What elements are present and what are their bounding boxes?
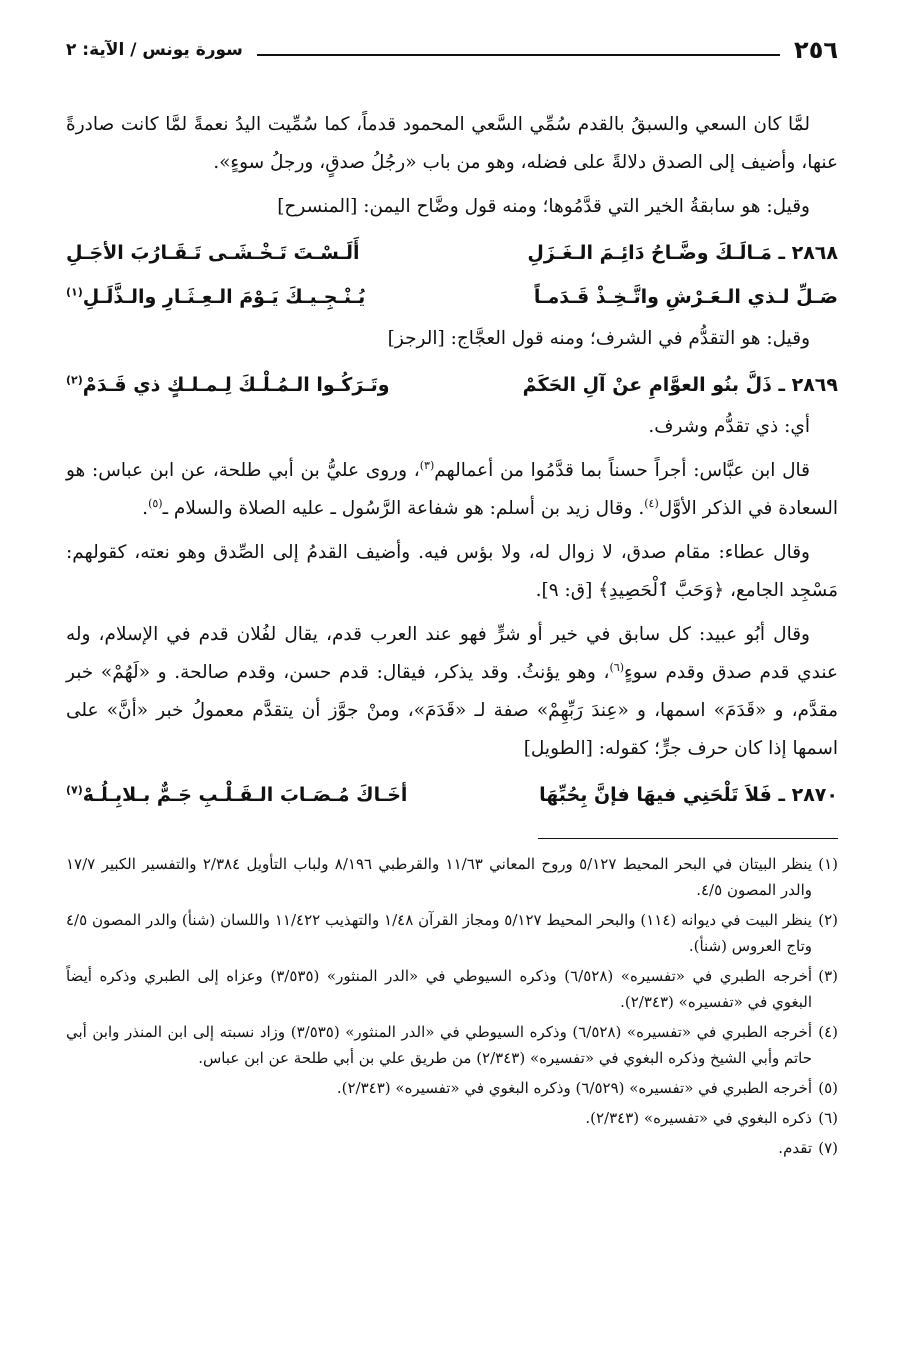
footnote-ref: (٥) xyxy=(148,496,163,510)
footnote-number: (٤) xyxy=(818,1023,838,1041)
paragraph-text: . xyxy=(142,498,149,519)
footnote-ref: (٧) xyxy=(66,783,83,797)
verse-line xyxy=(66,364,838,406)
footnote xyxy=(66,1135,838,1161)
page-header xyxy=(66,30,838,70)
paragraph: لمَّا كان السعي والسبقُ بالقدم سُمِّي السَّعي المحمود قدماً، كما سُمِّيت اليدُ نعمةً لمَّا كانت صادرةً عنها، وأضيف إلى الصدق دلالةً على فضله، وهو من باب «رجُلُ صدقٍ، ورجلُ سوءٍ». xyxy=(66,114,838,173)
footnote-text: تقدم. xyxy=(778,1139,812,1157)
paragraph: وقيل: هو التقدُّم في الشرف؛ ومنه قول العجَّاج: [الرجز] xyxy=(387,328,810,349)
verse-line xyxy=(66,276,838,318)
verse-hemistich: ٢٨٦٩ ـ ذَلَّ بنُو العوَّامِ عنْ آلِ الحَكَمْ xyxy=(522,374,838,396)
verse-line xyxy=(66,774,838,816)
footnote-text: أخرجه الطبري في «تفسيره» (٦/٥٢٨) وذكره السيوطي في «الدر المنثور» (٣/٥٣٥) وعزاه إلى الطبري وذكره أيضاً البغوي في «تفسيره» (٢/٣٤٣). xyxy=(66,967,813,1011)
paragraph-text: ، وروى عليُّ بن أبي طلحة، عن ابن عباس: هو السعادة في الذكر الأوَّل xyxy=(66,460,838,519)
footnote-text: ذكره البغوي في «تفسيره» (٢/٣٤٣). xyxy=(585,1109,812,1127)
paragraph-text: وقال أبُو عبيد: كل سابق في خير أو شرٍّ فهو عند العرب قدم، يقال لفُلان قدم في الإسلام، وله عندي قدم صدق وقدم سوءٍ xyxy=(66,624,838,683)
verse-hemistich: ٢٨٦٨ ـ مَـالَـكَ وضَّـاحُ دَائِـمَ الـغَـزَلِ xyxy=(527,242,838,264)
footnote xyxy=(66,963,838,1015)
verse-hemistich xyxy=(66,774,407,816)
footnote xyxy=(66,1105,838,1131)
verse-hemistich: أَلَـسْـتَ تَـخْـشَـى تَـقَـارُبَ الأجَـلِ xyxy=(66,242,360,264)
paragraph: وقيل: هو سابقةُ الخير التي قدَّمُوها؛ ومنه قول وضَّاح اليمن: [المنسرح] xyxy=(277,196,810,217)
page xyxy=(66,30,838,1165)
footnote xyxy=(66,907,838,959)
footnote-text: أخرجه الطبري في «تفسيره» (٦/٥٢٨) وذكره السيوطي في «الدر المنثور» (٣/٥٣٥) وزاد نسبته إلى ابن المنذر وابن أبي حاتم وأبي الشيخ وذكره البغوي في «تفسيره» (٢/٣٤٣) من طريق علي بن أبي طلحة عن ابن عباس. xyxy=(66,1023,813,1067)
footnote-text: أخرجه الطبري في «تفسيره» (٦/٥٢٩) وذكره البغوي في «تفسيره» (٢/٣٤٣). xyxy=(336,1079,812,1097)
verse-hemistich: صَـلِّ لـذي الـعَـرْشِ واتَّـخِـذْ قَـدَمـاً xyxy=(533,286,838,308)
footnote-separator xyxy=(538,838,838,839)
paragraph xyxy=(66,452,838,528)
verse-text: وتَـرَكُـوا الـمُـلْـكَ لِـمـلـكٍ ذي قَـدَمْ xyxy=(82,374,390,396)
paragraph-text: ، وهو يؤنثُ. وقد يذكر، فيقال: قدم حسن، وقدم صالحة. و «لَهُمْ» خبر مقدَّم، و «قَدَمَ» اسمها، و «عِندَ رَبِّهِمْ» صفة لـ «قَدَمَ»، ومنْ جوَّز أن يتقدَّم معمولُ خبر «أنَّ» على اسمها إذا كان حرف جرٍّ؛ كقوله: [الطويل] xyxy=(66,662,838,759)
footnote-ref: (٦) xyxy=(609,660,625,674)
footnote-ref: (١) xyxy=(66,285,83,299)
footnote-ref: (٢) xyxy=(66,373,83,387)
paragraph-text: . وقال زيد بن أسلم: هو شفاعة الرَّسُول ـ عليه الصلاة والسلام ـ xyxy=(162,498,645,519)
running-title: سورة يونس / الآية: ٢ xyxy=(66,40,243,60)
footnotes xyxy=(66,851,838,1161)
footnote-number: (٢) xyxy=(818,911,838,929)
footnote xyxy=(66,851,838,903)
paragraph: أي: ذي تقدُّم وشرف. xyxy=(648,416,810,437)
footnote-ref: (٤) xyxy=(644,496,659,510)
footnote-ref: (٣) xyxy=(419,458,435,472)
footnote-text: ينظر البيت في ديوانه (١١٤) والبحر المحيط ٥/١٢٧ ومجاز القرآن ١/٤٨ والتهذيب ١١/٤٢٢ واللسان (شنأ) والدر المصون ٤/٥ وتاج العروس (شنأ). xyxy=(66,911,812,955)
verse-hemistich xyxy=(66,276,365,318)
footnote xyxy=(66,1019,838,1071)
verse-text: أخَـاكَ مُـصَـابَ الـقَـلْـبِ جَـمٌّ بـلابِـلُـهْ xyxy=(82,784,408,806)
verse-text: يُـنْـجِـيـكَ يَـوْمَ الـعِـثَـارِ والـذَّلَـلِ xyxy=(82,286,366,308)
footnote-number: (٣) xyxy=(818,967,838,985)
footnote-number: (٥) xyxy=(818,1079,838,1097)
footnote-number: (٦) xyxy=(818,1109,838,1127)
page-number: ٢٥٦ xyxy=(794,36,838,64)
verse-hemistich xyxy=(66,364,390,406)
verse-line xyxy=(66,232,838,274)
paragraph xyxy=(66,616,838,768)
footnote-number: (١) xyxy=(818,855,838,873)
paragraph: وقال عطاء: مقام صدق، لا زوال له، ولا بؤس فيه. وأضيف القدمُ إلى الصِّدق وهو نعته، كقولهم: مَسْجِد الجامع، ﴿وَحَبَّ ٱلْحَصِيدِ﴾ [ق: ٩]. xyxy=(66,542,838,601)
footnote-text: ينظر البيتان في البحر المحيط ٥/١٢٧ وروح المعاني ١١/٦٣ والقرطبي ٨/١٩٦ ولباب التأويل ٢/٣٨٤ والتفسير الكبير ١٧/٧ والدر المصون ٤/٥. xyxy=(66,855,812,899)
paragraph-text: قال ابن عبَّاس: أجراً حسناً بما قدَّمُوا من أعمالهم xyxy=(434,460,810,481)
main-text xyxy=(66,106,838,816)
footnote xyxy=(66,1075,838,1101)
verse-hemistich: ٢٨٧٠ ـ فَلاَ تَلْحَنِي فيهَا فإنَّ بِحُبِّهَا xyxy=(539,784,838,806)
footnote-number: (٧) xyxy=(818,1139,838,1157)
header-rule xyxy=(257,54,780,56)
